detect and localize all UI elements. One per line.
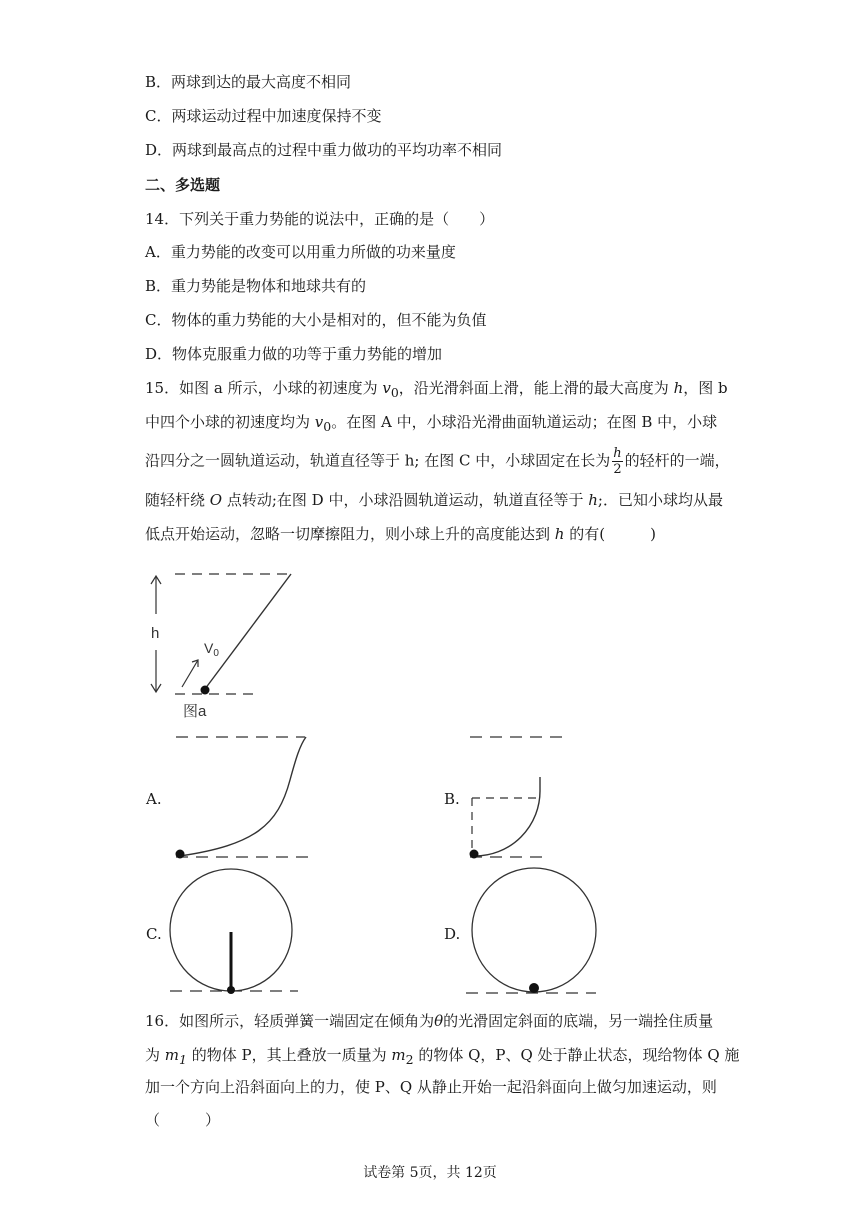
fig-a-caption: 图a [183, 703, 207, 720]
fig-a-v-sub: 0 [213, 648, 219, 659]
option-a-label: A. [146, 790, 162, 808]
q14-option-b: B．重力势能是物体和地球共有的 [145, 277, 367, 295]
symbol-m1: m [164, 1046, 180, 1064]
q16-text: 16．如图所示，轻质弹簧一端固定在倾角为 [145, 1012, 435, 1030]
q15-text: 中四个小球的初速度均为 [145, 413, 315, 431]
q16-text: 的物体 P，其上叠放一质量为 [186, 1046, 392, 1064]
symbol-m2-sub: 2 [405, 1052, 414, 1067]
symbol-h: h [554, 525, 565, 543]
q14-option-c: C．物体的重力势能的大小是相对的，但不能为负值 [145, 311, 487, 329]
q16-line-2 [145, 1045, 739, 1070]
q15-text: 低点开始运动，忽略一切摩擦阻力，则小球上升的高度能达到 [145, 525, 555, 543]
q14-stem: 14．下列关于重力势能的说法中，正确的是（ ） [145, 210, 495, 228]
q15-text: 随轻杆绕 [145, 491, 210, 509]
q15-text: 的有( ) [564, 525, 656, 543]
symbol-o: O [209, 491, 223, 509]
q16-line-1 [145, 1011, 713, 1031]
symbol-h: h [588, 491, 598, 509]
option-d-label: D. [444, 925, 461, 943]
page-footer: 试卷第 5页，共 12页 [363, 1165, 497, 1181]
symbol-m1-sub: 1 [179, 1052, 187, 1067]
fig-a-v-text: V [204, 640, 214, 656]
q14-option-a: A．重力势能的改变可以用重力所做的功来量度 [145, 243, 456, 261]
fraction-numerator: h [613, 446, 622, 461]
q14-option-d: D．物体克服重力做的功等于重力势能的增加 [145, 345, 443, 363]
symbol-v0-sub: 0 [323, 419, 332, 434]
fig-a-h-label: h [151, 625, 160, 642]
symbol-v0: v [314, 413, 324, 431]
q16-line-4: （ ） [145, 1111, 221, 1129]
q15-text: ，沿光滑斜面上滑，能上滑的最大高度为 [398, 379, 674, 397]
q15-text: 点转动;在图 D 中，小球沿圆轨道运动，轨道直径等于 [222, 491, 589, 509]
q15-text: ;．已知小球均从最 [597, 491, 723, 509]
symbol-m2: m [391, 1046, 406, 1064]
symbol-h: h [673, 379, 684, 397]
fraction-denominator: 2 [613, 462, 622, 477]
q16-text: 的物体 Q，P、Q 处于静止状态，现给物体 Q 施 [413, 1046, 740, 1064]
symbol-theta: θ [434, 1012, 444, 1030]
q15-text: ，图 b [683, 379, 728, 397]
q16-text: 的光滑固定斜面的底端，另一端拴住质量 [443, 1012, 714, 1030]
symbol-v0: v [382, 379, 391, 397]
option-c-label: C. [146, 925, 162, 943]
q16-line-3: 加一个方向上沿斜面向上的力，使 P、Q 从静止开始一起沿斜面向上做匀加速运动，则 [145, 1078, 717, 1096]
q15-text: 。在图 A 中，小球沿光滑曲面轨道运动；在图 B 中，小球 [331, 413, 718, 431]
q13-option-c: C．两球运动过程中加速度保持不变 [145, 107, 382, 125]
q16-text: 为 [145, 1046, 165, 1064]
q13-option-d: D．两球到最高点的过程中重力做功的平均功率不相同 [145, 141, 503, 159]
q15-text: 15．如图 a 所示，小球的初速度为 [145, 379, 383, 397]
symbol-v0-sub: 0 [390, 385, 399, 400]
q15-text: 的轻杆的一端， [624, 451, 730, 470]
option-b-label: B. [444, 790, 460, 808]
q15-text: 沿四分之一圆轨道运动，轨道直径等于 h; 在图 C 中，小球固定在长为 [145, 451, 611, 470]
section-title: 二、多选题 [145, 176, 221, 194]
q13-option-b: B．两球到达的最大高度不相同 [145, 73, 352, 91]
